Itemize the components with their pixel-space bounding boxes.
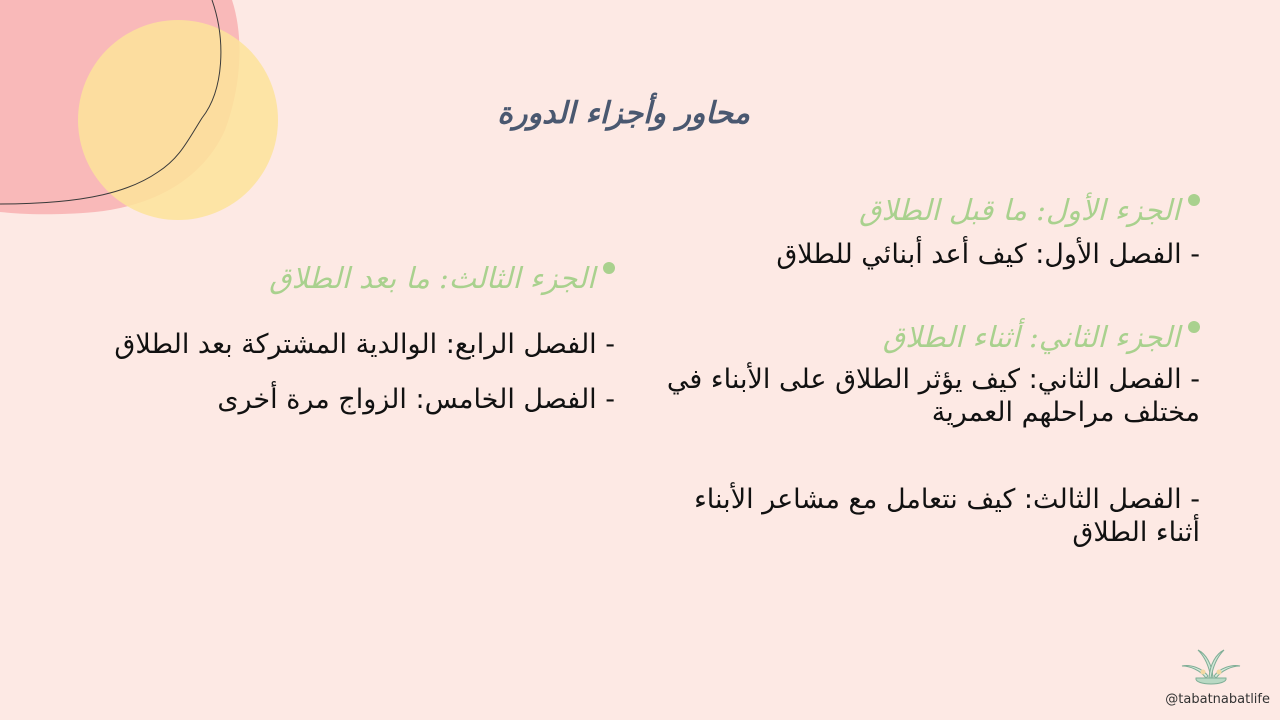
chapter-1: - الفصل الأول: كيف أعد أبنائي للطلاق (776, 239, 1200, 270)
part3-heading-text: الجزء الثالث: ما بعد الطلاق (269, 261, 595, 295)
footer-handle: @tabatnabatlife (1165, 692, 1270, 707)
bullet-icon (1188, 194, 1200, 206)
chapter-2: - الفصل الثاني: كيف يؤثر الطلاق على الأبناء في مختلف مراحلهم العمرية (666, 364, 1200, 428)
yellow-circle (78, 20, 278, 220)
bullet-icon (603, 262, 615, 274)
part2-heading (660, 315, 1200, 359)
chapter-5: - الفصل الخامس: الزواج مرة أخرى (217, 384, 615, 415)
part1-heading (660, 188, 1200, 232)
decorative-blobs (0, 0, 300, 240)
right-column (660, 188, 1200, 549)
part1-heading-text: الجزء الأول: ما قبل الطلاق (859, 193, 1180, 227)
left-column (70, 256, 615, 416)
bullet-icon (1188, 321, 1200, 333)
part2-heading-text: الجزء الثاني: أثناء الطلاق (882, 320, 1180, 354)
chapter-4: - الفصل الرابع: الوالدية المشتركة بعد الطلاق (114, 329, 615, 360)
chapter-3: - الفصل الثالث: كيف نتعامل مع مشاعر الأبناء أثناء الطلاق (694, 484, 1200, 548)
plant-sprout-logo-icon (1176, 640, 1246, 690)
slide-title: محاور وأجزاء الدورة (497, 96, 750, 131)
part3-heading (70, 256, 615, 300)
